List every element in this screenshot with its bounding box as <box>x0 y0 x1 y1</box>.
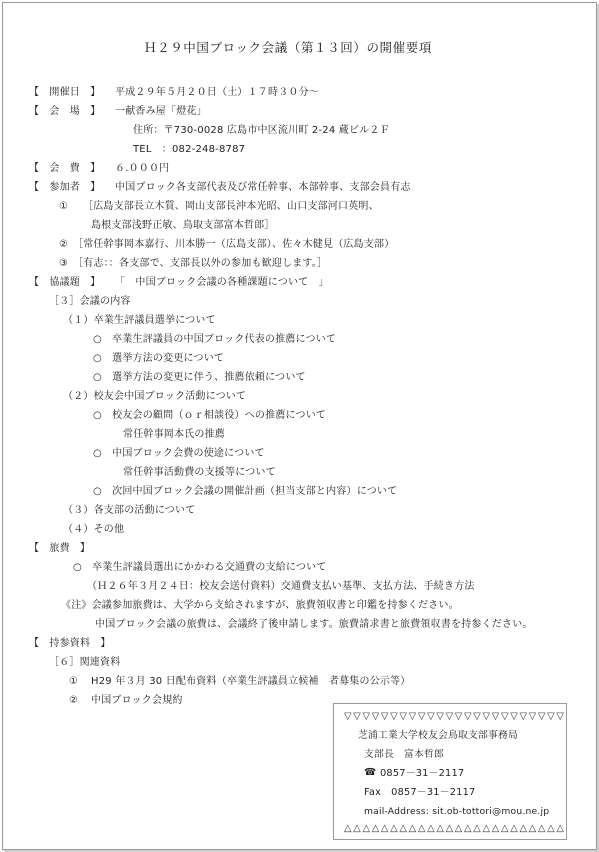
triangle-border-bottom: △△△△△△△△△△△△△△△△△△△△△△△△ <box>344 823 566 834</box>
agenda-value: 「 中国ブロック会議の各種課題について 」 <box>115 277 329 288</box>
phone-icon: ☎ <box>364 767 377 778</box>
participants-value: 中国ブロック各支部代表及び常任幹事、本部幹事、支部会員有志 <box>115 182 411 193</box>
fee-value: ６.０００円 <box>115 163 170 174</box>
materials-section: ［６］関連資料 <box>49 657 121 668</box>
agenda-sub2-item2-note: 常任幹事活動費の支援等について <box>123 467 276 478</box>
participants-item2-num: ② <box>59 239 69 250</box>
venue-address: 住所：〒730-0028 広島市中区流川町 2-24 蔵ビル２Ｆ <box>133 125 390 136</box>
venue-name: 一献香み屋「燈花」 <box>115 106 207 117</box>
participants-item1-line2: 島根支部浅野正敏、鳥取支部富本哲郎］ <box>91 220 275 231</box>
participants-item2: ［常任幹事岡本嘉行、川本勝一（広島支部）、佐々木健見（広島支部） <box>73 239 395 250</box>
agenda-sub3: （３）各支部の活動について <box>63 505 196 516</box>
participants-item1-line1: ［広島支部長立木質、岡山支部長沖本光昭、山口支部河口英明、 <box>83 201 379 212</box>
materials-label: 【 持参資料 】 <box>29 638 111 649</box>
contact-box <box>333 703 567 840</box>
materials-item2-num: ② <box>69 695 79 706</box>
document-page <box>2 2 597 850</box>
agenda-sub2: （２）校友会中国ブロック活動について <box>63 391 247 402</box>
travel-label: 【 旅費 】 <box>29 543 91 554</box>
contact-email: mail-Address: sit.ob-tottori@mou.ne.jp <box>364 806 550 817</box>
contact-org: 芝浦工業大学校友会鳥取支部事務局 <box>358 730 518 741</box>
travel-note1: 《注》会議参加旅費は、大学から支給されますが、旅費領収書と印鑑を持参ください。 <box>61 600 459 611</box>
participants-label: 【 参加者 】 <box>29 182 101 193</box>
materials-item1: H29 年３月 30 日配布資料（卒業生評議員立候補 者募集の公示等） <box>91 676 411 687</box>
venue-tel: TEL ：082-248-8787 <box>133 144 246 155</box>
travel-ref: （Ｈ２６年３月２４日：校友会送付資料）交通費支払い基準、支払方法、手続き方法 <box>87 581 475 592</box>
agenda-section: ［３］会議の内容 <box>49 296 131 307</box>
travel-item: ○ 卒業生評議員選出にかかわる交通費の支給について <box>73 562 327 573</box>
participants-item1-num: ① <box>59 201 69 212</box>
contact-person: 支部長 富本哲郎 <box>364 749 444 760</box>
fee-label: 【 会 費 】 <box>29 163 101 174</box>
triangle-border-top: ▽▽▽▽▽▽▽▽▽▽▽▽▽▽▽▽▽▽▽▽▽▽▽▽ <box>344 711 566 722</box>
travel-note2: 中国ブロック会議の旅費は、会議終了後申請します。旅費請求書と旅費領収書を持参ください。 <box>95 619 533 630</box>
materials-item2: 中国ブロック会規約 <box>91 695 183 706</box>
page-title: Ｈ２９中国ブロック会議（第１３回）の開催要項 <box>144 40 432 55</box>
contact-fax: Fax 0857－31－2117 <box>364 787 476 798</box>
agenda-sub4: （４）その他 <box>63 524 125 535</box>
date-label: 【 開催日 】 <box>29 87 101 98</box>
date-value: 平成２９年５月２０日（土）１７時３０分～ <box>115 87 319 98</box>
agenda-sub2-item3: ○ 次回中国ブロック会議の開催計画（担当支部と内容）について <box>93 486 398 497</box>
materials-item1-num: ① <box>69 676 79 687</box>
agenda-sub1-item: ○ 選挙方法の変更について <box>93 353 225 364</box>
contact-phone: 0857－31－2117 <box>380 768 465 779</box>
venue-label: 【 会 場 】 <box>29 106 101 117</box>
participants-item3: ［有志：：各支部で、支部長以外の参加も歓迎します。］ <box>73 258 328 269</box>
agenda-sub1-item: ○ 選挙方法の変更に伴う、推薦依頼について <box>93 372 306 383</box>
participants-item3-num: ③ <box>59 258 69 269</box>
agenda-sub1: （１）卒業生評議員選挙について <box>63 315 216 326</box>
agenda-sub2-item2: ○ 中国ブロック会費の使途について <box>93 448 265 459</box>
agenda-sub2-item1-note: 常任幹事岡本氏の推薦 <box>123 429 225 440</box>
agenda-sub2-item1: ○ 校友会の顧問（ｏｒ相談役）への推薦について <box>93 410 327 421</box>
agenda-label: 【 協議題 】 <box>29 277 101 288</box>
agenda-sub1-item: ○ 卒業生評議員の中国ブロック代表の推薦について <box>93 334 337 345</box>
